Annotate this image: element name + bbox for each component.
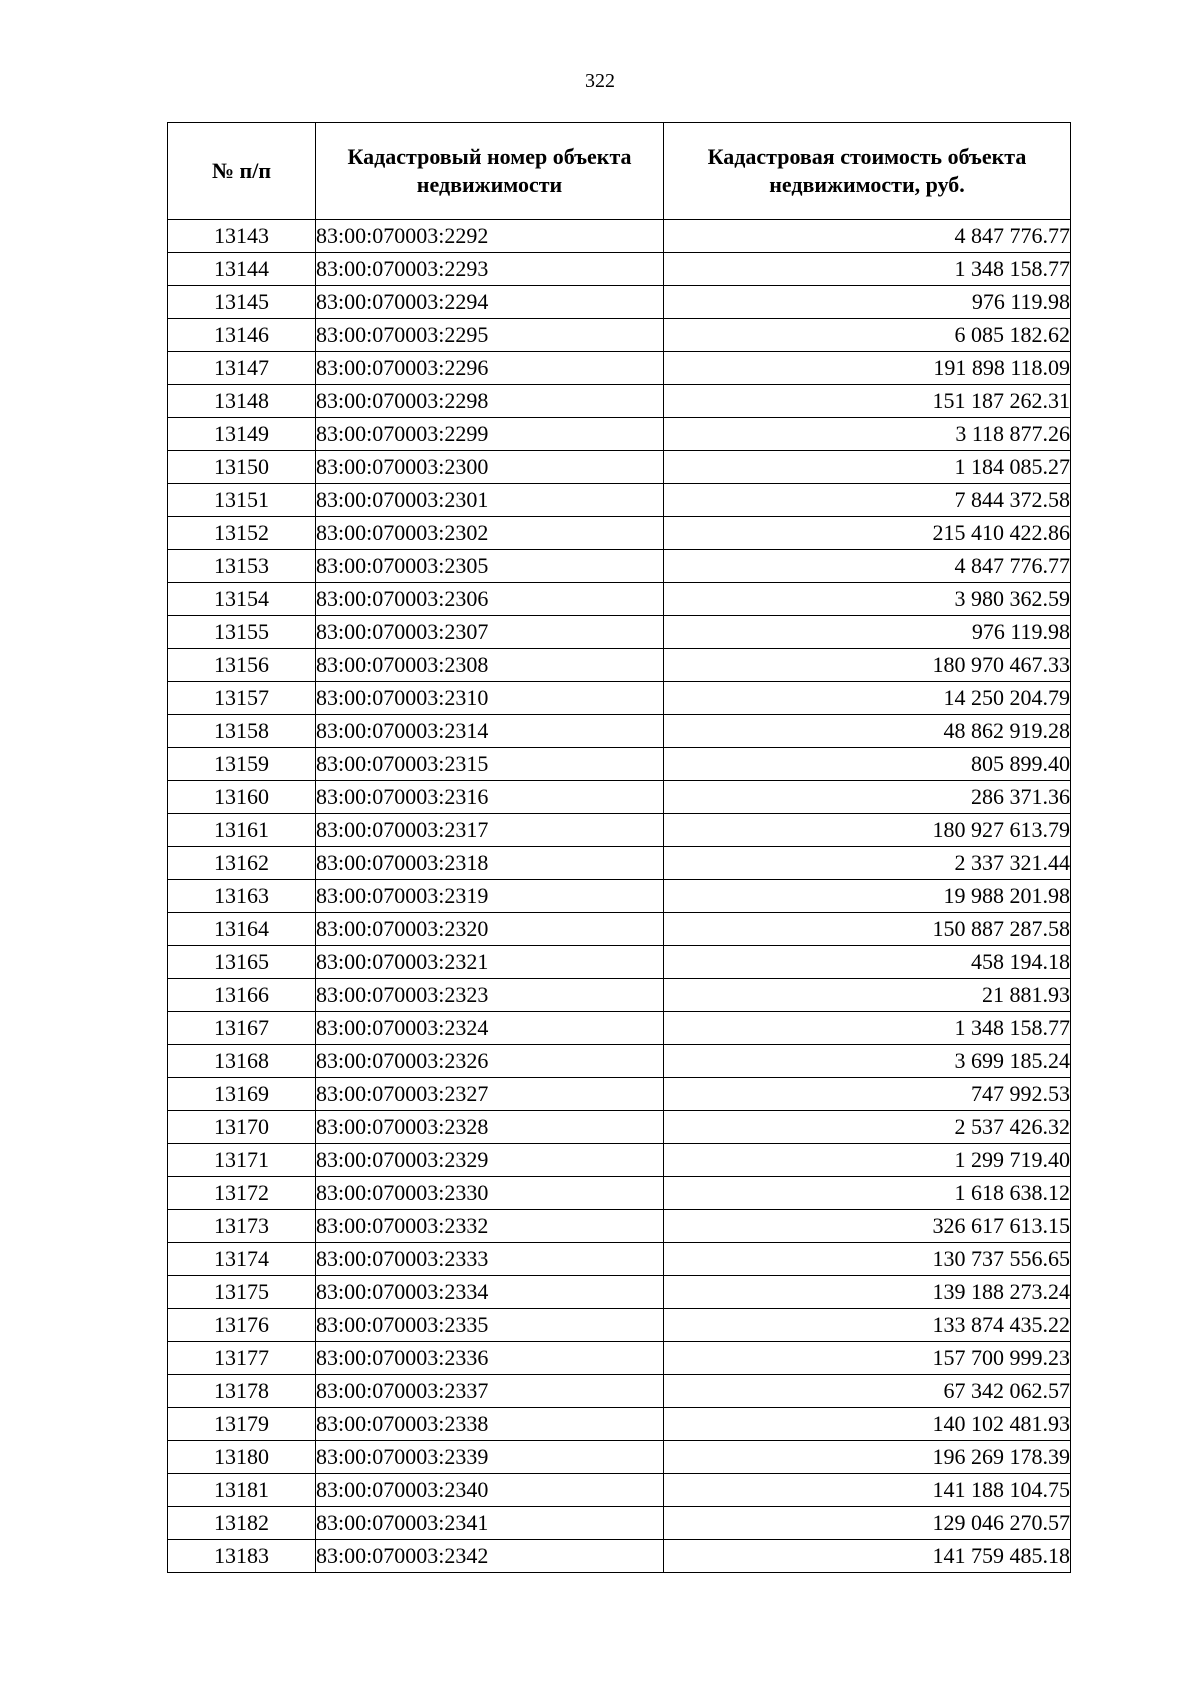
row-number-cell: 13174 — [168, 1243, 316, 1276]
cadastral-number-cell: 83:00:070003:2330 — [316, 1177, 664, 1210]
table-row — [168, 715, 1071, 748]
cadastral-value-cell: 21 881.93 — [664, 979, 1071, 1012]
cadastral-number-cell: 83:00:070003:2326 — [316, 1045, 664, 1078]
table-row — [168, 847, 1071, 880]
row-number-cell: 13176 — [168, 1309, 316, 1342]
row-number-cell: 13151 — [168, 484, 316, 517]
row-number-cell: 13157 — [168, 682, 316, 715]
table-row — [168, 1111, 1071, 1144]
row-number-cell: 13172 — [168, 1177, 316, 1210]
cadastral-number-cell: 83:00:070003:2333 — [316, 1243, 664, 1276]
cadastral-number-cell: 83:00:070003:2316 — [316, 781, 664, 814]
cadastral-number-cell: 83:00:070003:2340 — [316, 1474, 664, 1507]
cadastral-value-cell: 215 410 422.86 — [664, 517, 1071, 550]
row-number-cell: 13177 — [168, 1342, 316, 1375]
cadastral-value-cell: 151 187 262.31 — [664, 385, 1071, 418]
row-number-cell: 13163 — [168, 880, 316, 913]
cadastral-value-cell: 140 102 481.93 — [664, 1408, 1071, 1441]
cadastral-value-cell: 129 046 270.57 — [664, 1507, 1071, 1540]
cadastral-number-cell: 83:00:070003:2307 — [316, 616, 664, 649]
cadastral-number-cell: 83:00:070003:2320 — [316, 913, 664, 946]
cadastral-number-cell: 83:00:070003:2337 — [316, 1375, 664, 1408]
table-row — [168, 1309, 1071, 1342]
row-number-cell: 13170 — [168, 1111, 316, 1144]
cadastral-number-cell: 83:00:070003:2296 — [316, 352, 664, 385]
table-row — [168, 253, 1071, 286]
cadastral-value-cell: 150 887 287.58 — [664, 913, 1071, 946]
cadastral-number-cell: 83:00:070003:2315 — [316, 748, 664, 781]
row-number-cell: 13149 — [168, 418, 316, 451]
table-row — [168, 946, 1071, 979]
cadastral-value-cell: 130 737 556.65 — [664, 1243, 1071, 1276]
table-row — [168, 1078, 1071, 1111]
row-number-cell: 13147 — [168, 352, 316, 385]
table-row — [168, 1342, 1071, 1375]
table-row — [168, 352, 1071, 385]
cadastral-value-cell: 4 847 776.77 — [664, 550, 1071, 583]
cadastral-value-cell: 141 759 485.18 — [664, 1540, 1071, 1573]
row-number-cell: 13181 — [168, 1474, 316, 1507]
cadastral-number-cell: 83:00:070003:2317 — [316, 814, 664, 847]
cadastral-number-cell: 83:00:070003:2321 — [316, 946, 664, 979]
row-number-cell: 13160 — [168, 781, 316, 814]
row-number-cell: 13182 — [168, 1507, 316, 1540]
table-row — [168, 1474, 1071, 1507]
cadastral-number-cell: 83:00:070003:2301 — [316, 484, 664, 517]
row-number-cell: 13164 — [168, 913, 316, 946]
cadastral-number-cell: 83:00:070003:2329 — [316, 1144, 664, 1177]
row-number-cell: 13152 — [168, 517, 316, 550]
cadastral-number-cell: 83:00:070003:2300 — [316, 451, 664, 484]
row-number-cell: 13146 — [168, 319, 316, 352]
cadastral-value-cell: 2 337 321.44 — [664, 847, 1071, 880]
table-row — [168, 682, 1071, 715]
table-row — [168, 814, 1071, 847]
cadastral-value-cell: 4 847 776.77 — [664, 220, 1071, 253]
row-number-cell: 13153 — [168, 550, 316, 583]
cadastral-value-cell: 19 988 201.98 — [664, 880, 1071, 913]
cadastral-number-cell: 83:00:070003:2305 — [316, 550, 664, 583]
table-row — [168, 1177, 1071, 1210]
table-row — [168, 1441, 1071, 1474]
cadastral-value-cell: 196 269 178.39 — [664, 1441, 1071, 1474]
cadastral-value-cell: 6 085 182.62 — [664, 319, 1071, 352]
cadastral-number-cell: 83:00:070003:2299 — [316, 418, 664, 451]
table-row — [168, 616, 1071, 649]
cadastral-value-cell: 3 699 185.24 — [664, 1045, 1071, 1078]
table-row — [168, 649, 1071, 682]
cadastral-value-cell: 286 371.36 — [664, 781, 1071, 814]
cadastral-value-cell: 14 250 204.79 — [664, 682, 1071, 715]
cadastral-value-cell: 180 970 467.33 — [664, 649, 1071, 682]
row-number-cell: 13158 — [168, 715, 316, 748]
row-number-cell: 13180 — [168, 1441, 316, 1474]
cadastral-value-cell: 326 617 613.15 — [664, 1210, 1071, 1243]
cadastral-value-cell: 2 537 426.32 — [664, 1111, 1071, 1144]
cadastral-value-cell: 67 342 062.57 — [664, 1375, 1071, 1408]
cadastral-number-cell: 83:00:070003:2328 — [316, 1111, 664, 1144]
table-row — [168, 1408, 1071, 1441]
cadastral-number-cell: 83:00:070003:2334 — [316, 1276, 664, 1309]
table-row — [168, 979, 1071, 1012]
cadastral-value-cell: 141 188 104.75 — [664, 1474, 1071, 1507]
cadastral-value-cell: 1 184 085.27 — [664, 451, 1071, 484]
cadastral-number-cell: 83:00:070003:2319 — [316, 880, 664, 913]
row-number-cell: 13169 — [168, 1078, 316, 1111]
row-number-cell: 13155 — [168, 616, 316, 649]
cadastral-number-cell: 83:00:070003:2327 — [316, 1078, 664, 1111]
row-number-cell: 13159 — [168, 748, 316, 781]
cadastral-number-cell: 83:00:070003:2310 — [316, 682, 664, 715]
cadastral-value-cell: 458 194.18 — [664, 946, 1071, 979]
cadastral-number-cell: 83:00:070003:2342 — [316, 1540, 664, 1573]
cadastral-number-cell: 83:00:070003:2332 — [316, 1210, 664, 1243]
cadastral-value-cell: 1 348 158.77 — [664, 1012, 1071, 1045]
cadastral-number-cell: 83:00:070003:2302 — [316, 517, 664, 550]
table-row — [168, 319, 1071, 352]
cadastral-value-cell: 191 898 118.09 — [664, 352, 1071, 385]
row-number-cell: 13168 — [168, 1045, 316, 1078]
cadastral-number-cell: 83:00:070003:2298 — [316, 385, 664, 418]
table-row — [168, 484, 1071, 517]
table-row — [168, 1210, 1071, 1243]
row-number-cell: 13145 — [168, 286, 316, 319]
table-row — [168, 517, 1071, 550]
table-row — [168, 1144, 1071, 1177]
row-number-cell: 13143 — [168, 220, 316, 253]
cadastral-value-cell: 157 700 999.23 — [664, 1342, 1071, 1375]
cadastral-value-cell: 3 980 362.59 — [664, 583, 1071, 616]
row-number-cell: 13148 — [168, 385, 316, 418]
cadastral-value-cell: 139 188 273.24 — [664, 1276, 1071, 1309]
cadastral-number-cell: 83:00:070003:2318 — [316, 847, 664, 880]
cadastral-number-cell: 83:00:070003:2314 — [316, 715, 664, 748]
cadastral-number-cell: 83:00:070003:2341 — [316, 1507, 664, 1540]
row-number-cell: 13173 — [168, 1210, 316, 1243]
cadastral-number-cell: 83:00:070003:2295 — [316, 319, 664, 352]
cadastral-value-cell: 805 899.40 — [664, 748, 1071, 781]
cadastral-number-cell: 83:00:070003:2292 — [316, 220, 664, 253]
row-number-cell: 13156 — [168, 649, 316, 682]
table-row — [168, 1276, 1071, 1309]
cadastral-value-cell: 1 299 719.40 — [664, 1144, 1071, 1177]
table-row — [168, 1540, 1071, 1573]
row-number-cell: 13161 — [168, 814, 316, 847]
cadastral-value-cell: 976 119.98 — [664, 286, 1071, 319]
row-number-cell: 13175 — [168, 1276, 316, 1309]
row-number-cell: 13179 — [168, 1408, 316, 1441]
table-body — [168, 220, 1071, 1573]
table-row — [168, 781, 1071, 814]
cadastral-value-cell: 1 618 638.12 — [664, 1177, 1071, 1210]
row-number-cell: 13167 — [168, 1012, 316, 1045]
cadastral-value-cell: 747 992.53 — [664, 1078, 1071, 1111]
cadastral-number-cell: 83:00:070003:2294 — [316, 286, 664, 319]
row-number-cell: 13171 — [168, 1144, 316, 1177]
cadastral-value-cell: 976 119.98 — [664, 616, 1071, 649]
table-row — [168, 583, 1071, 616]
cadastral-number-cell: 83:00:070003:2336 — [316, 1342, 664, 1375]
row-number-cell: 13178 — [168, 1375, 316, 1408]
row-number-cell: 13144 — [168, 253, 316, 286]
page-number: 322 — [585, 70, 615, 92]
cadastral-value-cell: 133 874 435.22 — [664, 1309, 1071, 1342]
cadastral-number-cell: 83:00:070003:2339 — [316, 1441, 664, 1474]
cadastral-number-cell: 83:00:070003:2293 — [316, 253, 664, 286]
table-row — [168, 748, 1071, 781]
table-row — [168, 550, 1071, 583]
table-row — [168, 913, 1071, 946]
row-number-cell: 13150 — [168, 451, 316, 484]
cadastral-number-cell: 83:00:070003:2335 — [316, 1309, 664, 1342]
cadastral-value-table — [167, 122, 1071, 1573]
row-number-cell: 13154 — [168, 583, 316, 616]
table-header-row — [168, 123, 1071, 220]
table-row — [168, 1507, 1071, 1540]
table-row — [168, 1243, 1071, 1276]
row-number-cell: 13165 — [168, 946, 316, 979]
table-row — [168, 880, 1071, 913]
header-cadastral-number: Кадастровый номер объекта недвижимости — [316, 123, 664, 220]
table-row — [168, 451, 1071, 484]
row-number-cell: 13166 — [168, 979, 316, 1012]
cadastral-number-cell: 83:00:070003:2338 — [316, 1408, 664, 1441]
row-number-cell: 13162 — [168, 847, 316, 880]
cadastral-value-cell: 180 927 613.79 — [664, 814, 1071, 847]
table-row — [168, 1375, 1071, 1408]
cadastral-value-cell: 3 118 877.26 — [664, 418, 1071, 451]
cadastral-number-cell: 83:00:070003:2308 — [316, 649, 664, 682]
cadastral-number-cell: 83:00:070003:2306 — [316, 583, 664, 616]
row-number-cell: 13183 — [168, 1540, 316, 1573]
header-row-number: № п/п — [168, 123, 316, 220]
cadastral-number-cell: 83:00:070003:2324 — [316, 1012, 664, 1045]
cadastral-value-cell: 7 844 372.58 — [664, 484, 1071, 517]
table-row — [168, 1012, 1071, 1045]
header-cadastral-value: Кадастровая стоимость объекта недвижимости, руб. — [664, 123, 1071, 220]
cadastral-value-cell: 48 862 919.28 — [664, 715, 1071, 748]
table-row — [168, 220, 1071, 253]
table-row — [168, 418, 1071, 451]
table-row — [168, 1045, 1071, 1078]
cadastral-value-cell: 1 348 158.77 — [664, 253, 1071, 286]
table-row — [168, 286, 1071, 319]
cadastral-number-cell: 83:00:070003:2323 — [316, 979, 664, 1012]
table-row — [168, 385, 1071, 418]
